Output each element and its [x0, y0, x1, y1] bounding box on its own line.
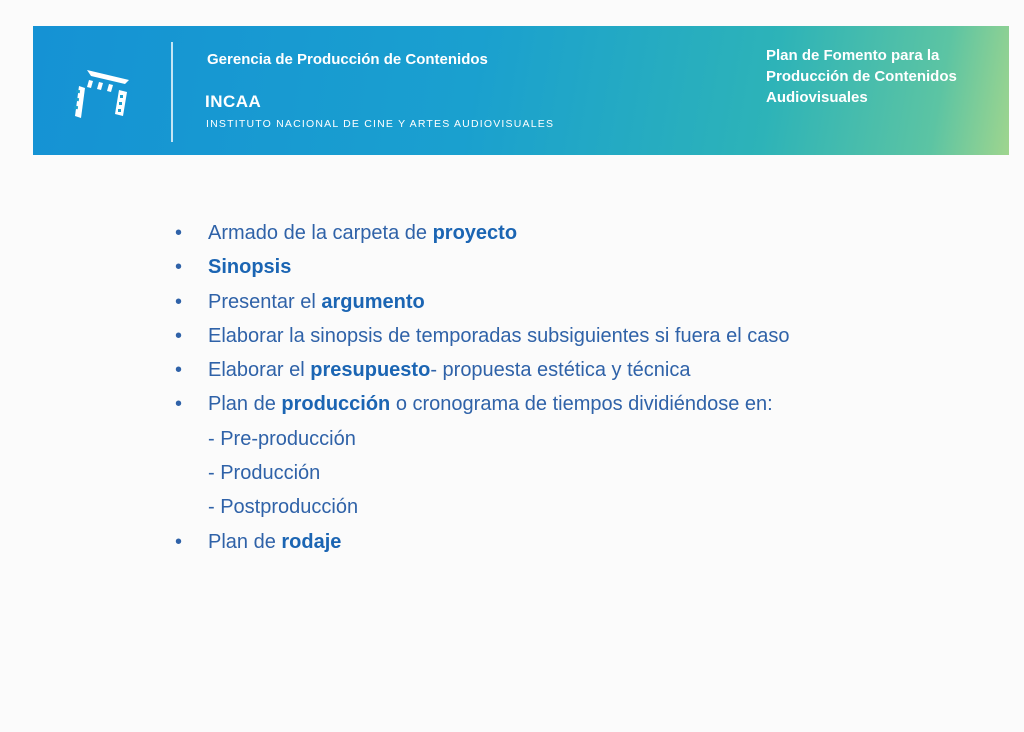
bullet-marker: • [175, 530, 183, 553]
org-full-name: INSTITUTO NACIONAL DE CINE Y ARTES AUDIOVISUALES [206, 118, 555, 130]
sub-list-item [175, 490, 984, 524]
sub-list-item [175, 422, 984, 456]
item-text: Armado de la carpeta de [208, 222, 433, 244]
item-text: Elaborar la sinopsis de temporadas subsiguientes si fuera el caso [208, 324, 790, 347]
org-short-name: INCAA [205, 92, 262, 111]
sub-item-text: - Pre-producción [208, 427, 356, 450]
film-strip-icon [73, 66, 133, 122]
header-banner [33, 26, 1009, 155]
bullet-marker: • [175, 324, 183, 347]
bullet-marker: • [175, 359, 183, 382]
item-highlight: argumento [321, 290, 425, 313]
item-text: Plan de [208, 530, 282, 553]
bullet-marker: • [175, 290, 183, 313]
item-highlight: producción [281, 393, 391, 416]
list-item [175, 319, 984, 353]
sub-list-item [175, 456, 984, 490]
plan-title: Plan de Fomento para la Producción de Contenidos Audiovisuales [766, 47, 957, 106]
list-item [175, 525, 984, 559]
list-item [175, 216, 984, 250]
list-item [175, 387, 984, 421]
item-highlight: rodaje [281, 530, 342, 553]
bullet-list [175, 216, 984, 559]
item-text: Presentar el [208, 290, 322, 313]
item-highlight: proyecto [432, 222, 518, 244]
sub-item-text: - Producción [208, 462, 321, 485]
list-item [175, 285, 984, 319]
header-divider [171, 42, 173, 142]
item-highlight: Sinopsis [208, 256, 292, 279]
item-text: Elaborar el [208, 359, 311, 382]
bullet-marker: • [175, 222, 183, 244]
sub-item-text: - Postproducción [208, 496, 359, 519]
item-text-post: o cronograma de tiempos dividiéndose en: [390, 393, 773, 416]
item-text: Plan de [208, 393, 282, 416]
bullet-marker: • [175, 256, 183, 279]
list-item [175, 250, 984, 284]
item-highlight: presupuesto [310, 359, 431, 382]
bullet-marker: • [175, 393, 183, 416]
item-text-post: - propuesta estética y técnica [430, 359, 691, 382]
list-item [175, 353, 984, 387]
department-title: Gerencia de Producción de Contenidos [207, 51, 488, 68]
